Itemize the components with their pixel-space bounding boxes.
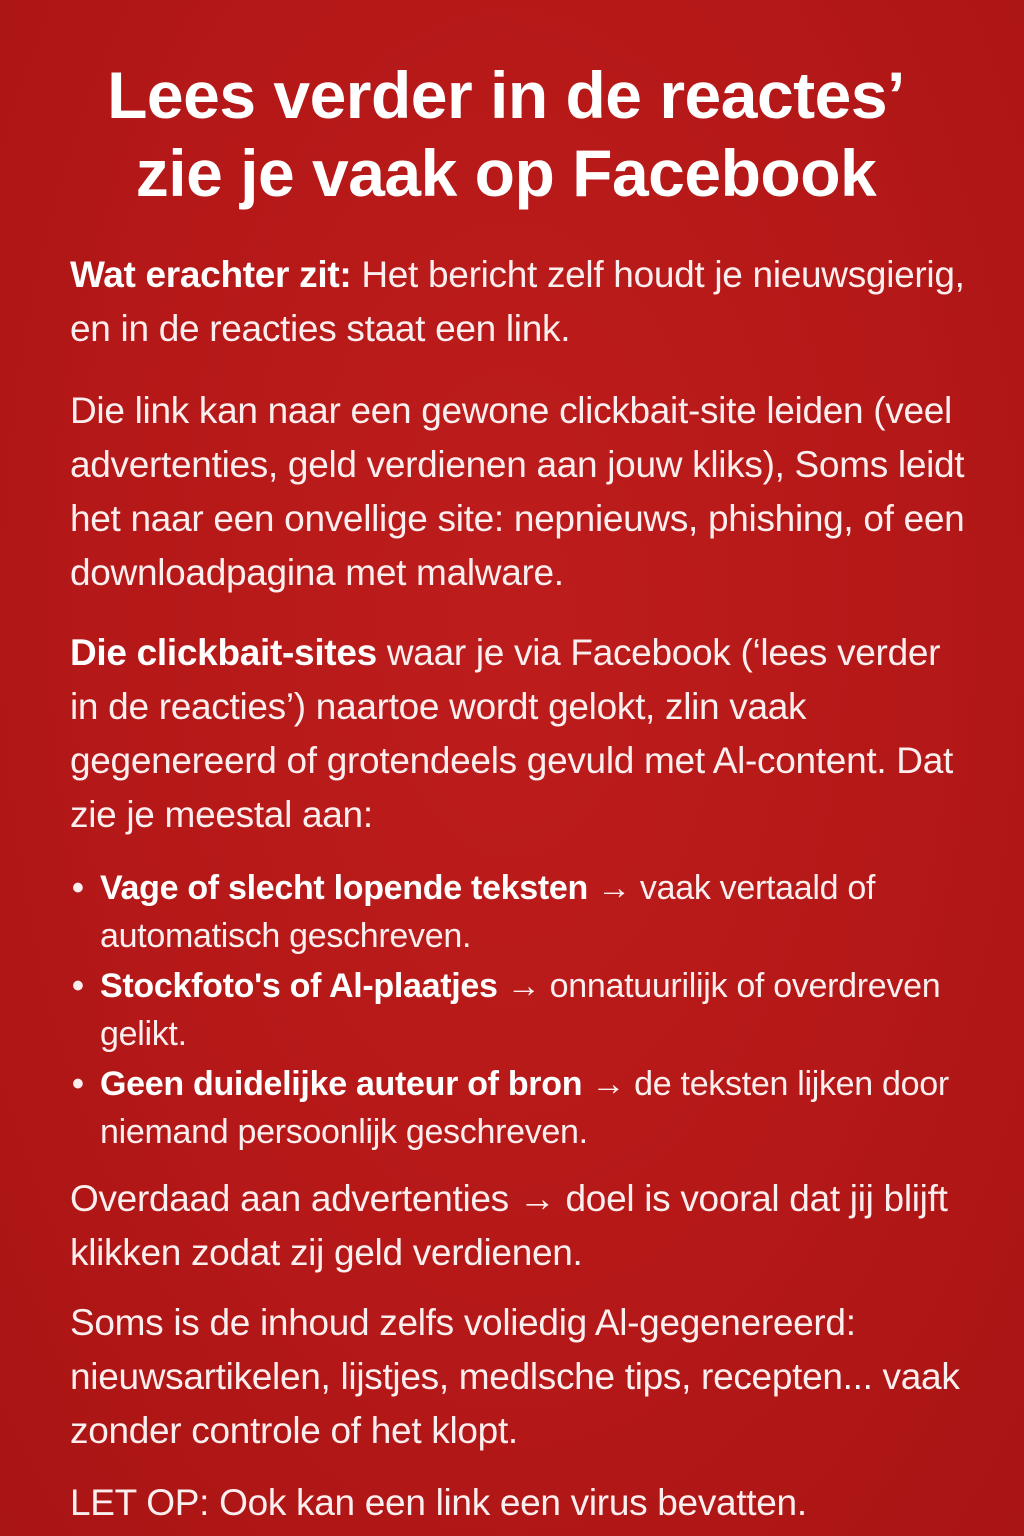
bullet-icon: •	[72, 869, 84, 907]
ads-paragraph: Overdaad aan advertenties → doel is vooral dat jij blijft klikken zodat zij geld verdienen.	[70, 1178, 948, 1273]
title-line-2: zie je vaak op Facebook	[135, 136, 877, 210]
clickbait-paragraph	[70, 626, 972, 842]
signs-list	[70, 864, 972, 1156]
links-paragraph: Die link kan naar een gewone clickbait-site leiden (veel advertenties, geld verdienen aan jouw kliks), Soms leidt het naar een onvellige site: nepnieuws, phishing, of een downloadpagina met malware.	[70, 390, 965, 593]
bullet-icon: •	[72, 1065, 84, 1103]
list-item-bold: Stockfoto's of Al-plaatjes	[100, 967, 498, 1005]
list-item	[70, 864, 972, 960]
list-item-text: → de teksten lijken door niemand persoonlijk geschreven.	[100, 1065, 949, 1151]
list-item	[70, 962, 972, 1058]
page-title	[40, 0, 972, 212]
title-line-1: Lees verder in de reactes’	[107, 58, 905, 132]
bullet-icon: •	[72, 967, 84, 1005]
list-item-bold: Geen duidelijke auteur of bron	[100, 1065, 583, 1103]
list-item-text: → onnatuurilijk of overdreven gelikt.	[100, 967, 941, 1053]
clickbait-text: waar je via Facebook (‘lees verder in de reacties’) naartoe wordt gelokt, zlin vaak gegenereerd of grotendeels gevuld met Al-content. Dat zie je meestal aan:	[70, 632, 953, 835]
list-item-bold: Vage of slecht lopende teksten	[100, 869, 588, 907]
intro-paragraph	[70, 248, 972, 356]
clickbait-bold: Die clickbait-sites	[70, 632, 377, 673]
intro-text: Het bericht zelf houdt je nieuwsgierig, en in de reacties staat een link.	[70, 254, 965, 349]
intro-bold: Wat erachter zit:	[70, 254, 352, 295]
list-item	[70, 1060, 972, 1156]
warning-paragraph: LET OP: Ook kan een link een virus bevatten.	[70, 1482, 807, 1523]
ai-paragraph: Soms is de inhoud zelfs voliedig Al-gegenereerd: nieuwsartikelen, lijstjes, medlsche tips, recepten... vaak zonder controle of het klopt.	[70, 1302, 960, 1451]
list-item-text: → vaak vertaald of automatisch geschreven.	[100, 869, 876, 955]
